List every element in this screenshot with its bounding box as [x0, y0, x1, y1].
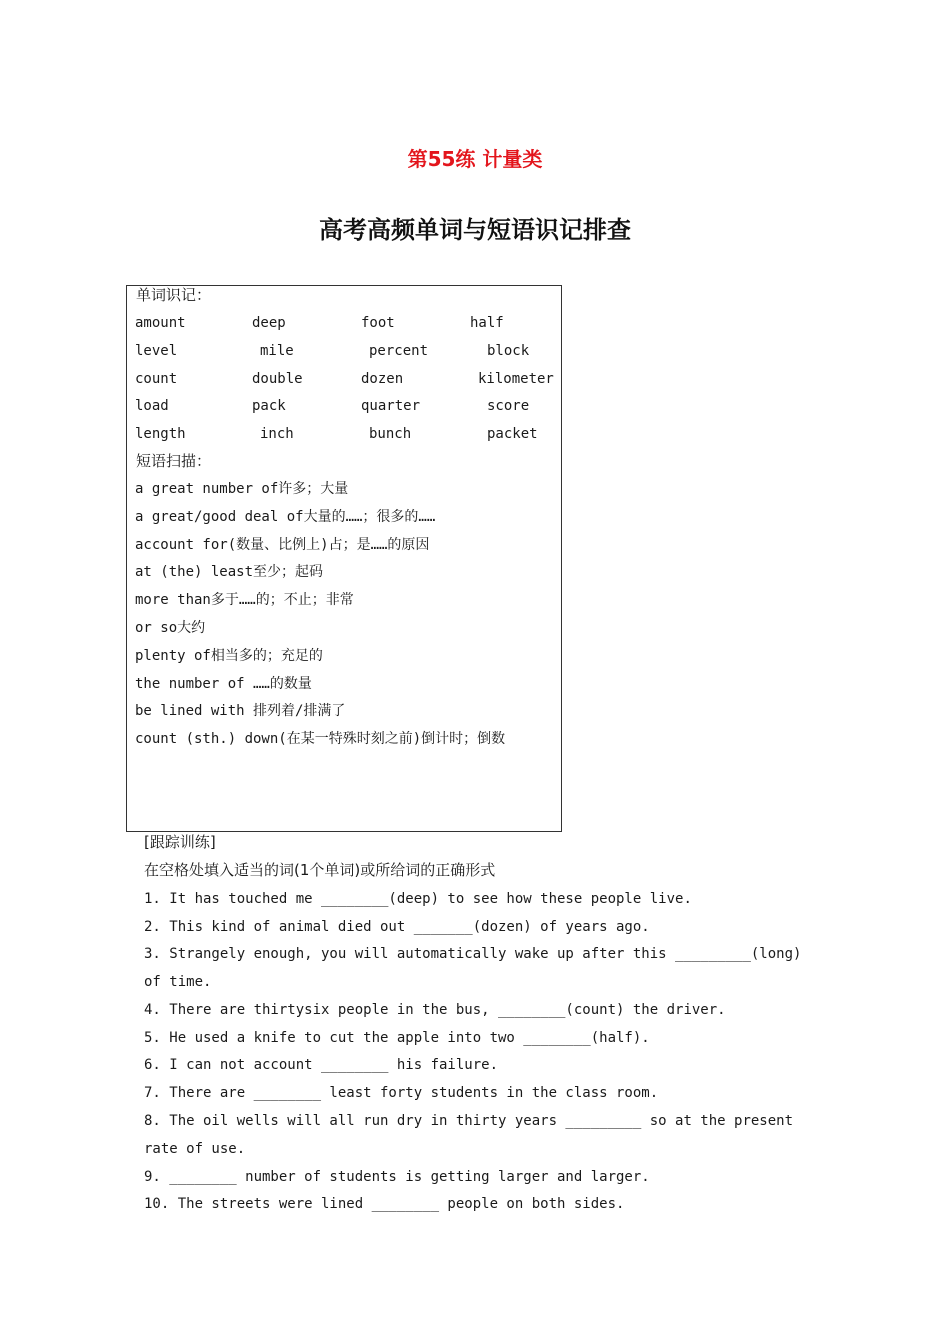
- exercise-question: 6. I can not account ________ his failure.: [144, 1057, 499, 1073]
- exercise-heading: [跟踪训练]: [144, 833, 216, 851]
- vocab-word: mile: [260, 343, 294, 359]
- vocab-word: double: [252, 371, 303, 387]
- exercise-question-continuation: of time.: [144, 974, 212, 990]
- vocab-box: [126, 285, 562, 832]
- vocab-word: score: [487, 398, 530, 414]
- vocab-word: length: [135, 426, 186, 442]
- vocab-word: count: [135, 371, 178, 387]
- vocab-word: half: [470, 315, 504, 331]
- exercise-question: 2. This kind of animal died out _______(dozen) of years ago.: [144, 919, 650, 935]
- phrase-item: a great/good deal of大量的……；很多的……: [135, 509, 436, 525]
- vocab-word: deep: [252, 315, 286, 331]
- exercise-question: 7. There are ________ least forty students in the class room.: [144, 1085, 659, 1101]
- vocab-word: packet: [487, 426, 538, 442]
- vocab-word: level: [135, 343, 178, 359]
- exercise-question: 10. The streets were lined ________ people on both sides.: [144, 1196, 625, 1212]
- phrase-item: count (sth.) down(在某一特殊时刻之前)倒计时；倒数: [135, 731, 506, 747]
- vocab-word: bunch: [369, 426, 412, 442]
- phrase-item: a great number of许多；大量: [135, 481, 349, 497]
- vocab-word: load: [135, 398, 169, 414]
- phrase-item: the number of ……的数量: [135, 676, 312, 692]
- exercise-question: 3. Strangely enough, you will automatically wake up after this _________(long): [144, 946, 802, 962]
- exercise-question-continuation: rate of use.: [144, 1141, 246, 1157]
- vocab-word: quarter: [361, 398, 421, 414]
- phrase-item: more than多于……的；不止；非常: [135, 592, 354, 608]
- exercise-question: 4. There are thirtysix people in the bus, ________(count) the driver.: [144, 1002, 726, 1018]
- page-title: 第55练 计量类: [407, 147, 543, 171]
- exercise-question: 1. It has touched me ________(deep) to see how these people live.: [144, 891, 692, 907]
- vocab-word: inch: [260, 426, 294, 442]
- vocab-heading: 单词识记：: [136, 286, 212, 304]
- vocab-word: block: [487, 343, 530, 359]
- exercise-instruction: 在空格处填入适当的词(1个单词)或所给词的正确形式: [144, 861, 496, 879]
- phrase-item: account for(数量、比例上)占；是……的原因: [135, 537, 430, 553]
- vocab-word: dozen: [361, 371, 404, 387]
- exercise-question: 8. The oil wells will all run dry in thirty years _________ so at the present: [144, 1113, 794, 1129]
- phrase-item: plenty of相当多的；充足的: [135, 648, 323, 664]
- page-subtitle: 高考高频单词与短语识记排查: [319, 216, 631, 244]
- vocab-word: foot: [361, 315, 395, 331]
- phrase-item: or so大约: [135, 620, 206, 636]
- vocab-word: amount: [135, 315, 186, 331]
- phrase-item: at (the) least至少；起码: [135, 564, 324, 580]
- phrase-item: be lined with 排列着/排满了: [135, 703, 346, 719]
- phrases-heading: 短语扫描：: [136, 452, 212, 470]
- vocab-word: percent: [369, 343, 429, 359]
- exercise-question: 5. He used a knife to cut the apple into two ________(half).: [144, 1030, 650, 1046]
- vocab-word: kilometer: [478, 371, 554, 387]
- exercise-question: 9. ________ number of students is getting larger and larger.: [144, 1169, 650, 1185]
- vocab-word: pack: [252, 398, 286, 414]
